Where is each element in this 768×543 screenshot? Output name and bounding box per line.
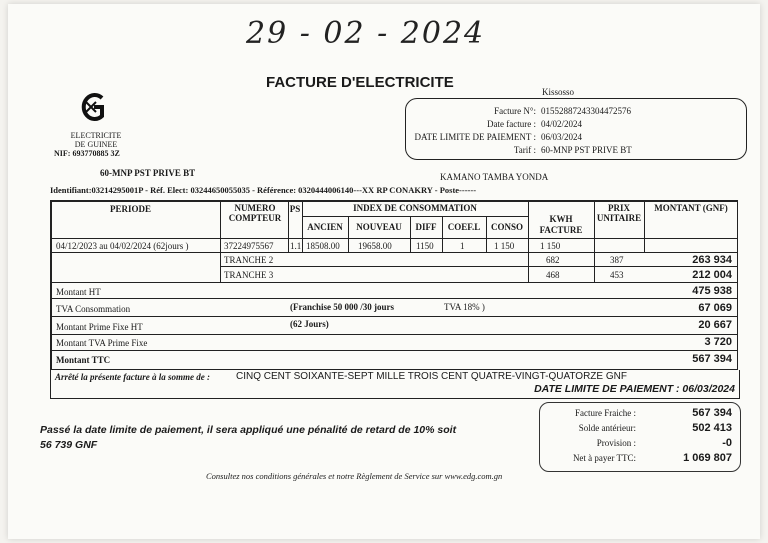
- summary-label-3: Net à payer TTC:: [572, 453, 636, 463]
- tranche3-prix: 453: [610, 270, 624, 280]
- summary-label-1: Solde antérieur:: [578, 423, 636, 433]
- tranche3-label: TRANCHE 3: [224, 270, 274, 280]
- header-index: INDEX DE CONSOMMATION: [353, 203, 477, 213]
- header-coef: COEF.L: [447, 222, 481, 232]
- footer-conditions: Consultez nos conditions générales et notre Règlement de Service sur www.edg.com.gn: [206, 471, 503, 481]
- penalty-line1: Passé la date limite de paiement, il sera appliqué une pénalité de retard de 10% soit: [40, 424, 457, 436]
- header-numero: NUMERO: [234, 203, 276, 213]
- prime-label: Montant Prime Fixe HT: [56, 322, 143, 332]
- row-diff: 1150: [416, 241, 434, 251]
- tranche3-kwh: 468: [546, 270, 560, 280]
- header-montant: MONTANT (GNF): [654, 203, 728, 213]
- company-name-line1: ELECTRICITE: [70, 131, 122, 140]
- invoice-title: FACTURE D'ELECTRICITE: [266, 74, 454, 91]
- invoice-info-box: [405, 98, 747, 160]
- customer-name: KAMANO TAMBA YONDA: [440, 172, 549, 182]
- row-ps: 1.1: [290, 241, 302, 251]
- header-periode: PERIODE: [110, 204, 152, 214]
- row-periode: 04/12/2023 au 04/02/2024 (62jours ): [56, 241, 189, 251]
- row-nouveau: 19658.00: [358, 241, 392, 251]
- header-unitaire: UNITAIRE: [596, 213, 642, 223]
- deadline-date: 06/03/2024: [541, 132, 583, 142]
- invoice-date-label: Date facture :: [487, 119, 536, 129]
- header-nouveau: NOUVEAU: [356, 222, 402, 232]
- ttc-label: Montant TTC: [56, 355, 111, 365]
- tva-note: (Franchise 50 000 /30 jours: [290, 302, 394, 312]
- header-conso: CONSO: [490, 222, 523, 232]
- arrete-amount-words: CINQ CENT SOIXANTE-SEPT MILLE TROIS CENT QUATRE-VINGT-QUATORZE GNF: [236, 371, 627, 382]
- header-ps: PS: [289, 204, 301, 214]
- invoice-sheet: [8, 4, 760, 539]
- invoice-date: 04/02/2024: [541, 119, 583, 129]
- summary-value-1: 502 413: [692, 422, 732, 434]
- tranche3-montant: 212 004: [692, 269, 732, 281]
- tranche2-montant: 263 934: [692, 254, 732, 266]
- agency-name: Kissosso: [542, 87, 575, 97]
- company-nif: NIF: 693770885 3Z: [54, 149, 120, 158]
- summary-value-2: -0: [722, 437, 732, 449]
- row-kwh: 1 150: [540, 241, 561, 251]
- invoice-number-label: Facture N°:: [494, 106, 536, 116]
- payment-summary-box: [539, 402, 741, 472]
- tariff-label: Tarif :: [513, 145, 536, 155]
- summary-label-0: Facture Fraiche :: [575, 408, 636, 418]
- ht-montant: 475 938: [692, 285, 732, 297]
- header-prix: PRIX: [608, 203, 630, 213]
- tranche2-prix: 387: [610, 255, 624, 265]
- identifier-line: Identifiant:03214295001P - Réf. Elect: 03244650055035 - Référence: 0320444006140---XX RP CONAKRY - Poste------: [50, 185, 477, 195]
- summary-label-2: Provision :: [596, 438, 636, 448]
- ht-label: Montant HT: [56, 287, 101, 297]
- deadline-banner: DATE LIMITE DE PAIEMENT : 06/03/2024: [534, 383, 735, 395]
- handwritten-date: 29 - 02 - 2024: [246, 16, 486, 51]
- row-coef: 1: [460, 241, 465, 251]
- header-diff: DIFF: [415, 222, 437, 232]
- company-name-line2: DE GUINEE: [74, 140, 118, 149]
- tva-montant: 67 069: [698, 302, 732, 314]
- arrete-box: [50, 370, 740, 399]
- row-ancien: 18508.00: [306, 241, 340, 251]
- prime-montant: 20 667: [698, 319, 732, 331]
- summary-value-3: 1 069 807: [683, 452, 732, 464]
- tranche2-kwh: 682: [546, 255, 560, 265]
- tariff-value: 60-MNP PST PRIVE BT: [541, 145, 632, 155]
- consumption-table: [50, 200, 738, 370]
- header-ancien: ANCIEN: [307, 222, 343, 232]
- row-conso: 1 150: [494, 241, 515, 251]
- invoice-number: 01552887243304472576: [541, 106, 631, 116]
- arrete-label: Arrêté la présente facture à la somme de :: [55, 372, 210, 382]
- summary-value-0: 567 394: [692, 407, 732, 419]
- penalty-amount: 56 739 GNF: [40, 439, 98, 451]
- tva-label: TVA Consommation: [56, 304, 131, 314]
- tva-rate: TVA 18% ): [444, 302, 485, 312]
- header-kwh-facture: FACTURE: [539, 225, 583, 235]
- edg-logo-icon: [80, 92, 108, 122]
- tranche2-label: TRANCHE 2: [224, 255, 274, 265]
- tva-prime-label: Montant TVA Prime Fixe: [56, 338, 148, 348]
- header-kwh: KWH: [549, 214, 573, 224]
- ttc-montant: 567 394: [692, 353, 732, 365]
- tariff-code: 60-MNP PST PRIVE BT: [100, 168, 196, 178]
- deadline-label: DATE LIMITE DE PAIEMENT :: [414, 132, 536, 142]
- tva-prime-montant: 3 720: [704, 336, 732, 348]
- prime-note: (62 Jours): [290, 319, 329, 329]
- header-compteur: COMPTEUR: [228, 213, 282, 223]
- row-compteur: 37224975567: [224, 241, 274, 251]
